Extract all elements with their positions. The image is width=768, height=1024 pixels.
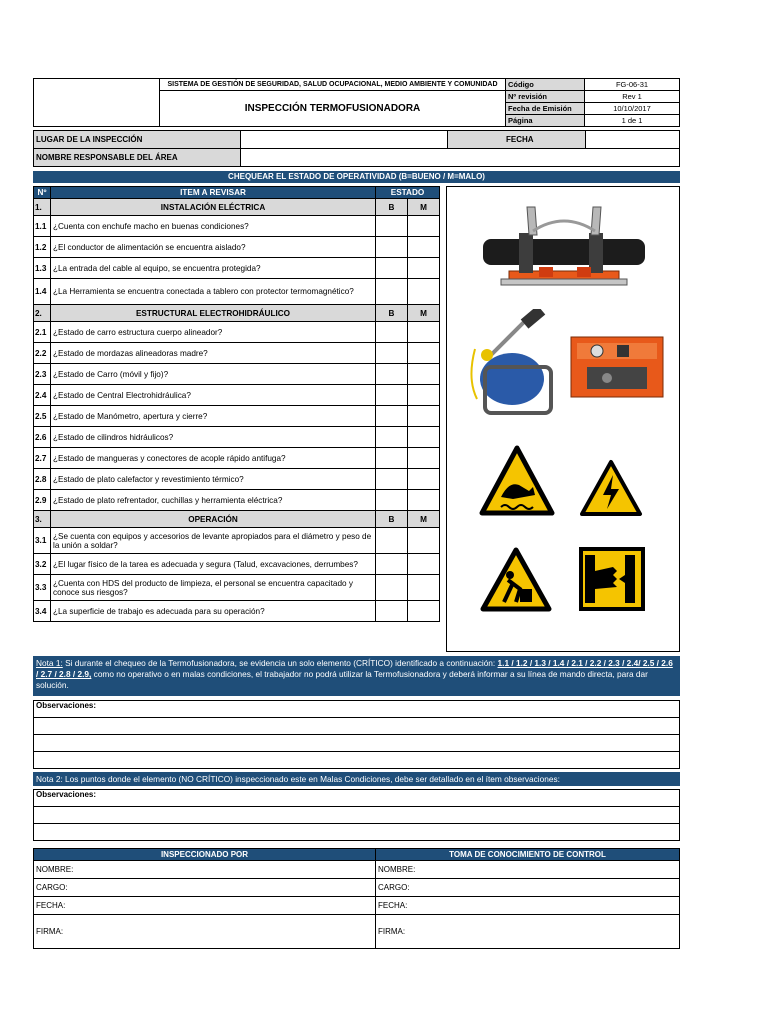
checklist-table xyxy=(33,186,440,622)
item-number: 1.2 xyxy=(34,237,51,258)
checklist-row xyxy=(34,469,440,490)
col-b-label: B xyxy=(376,511,408,528)
good-check-cell[interactable] xyxy=(376,258,408,279)
meta-value-issue-date: 10/10/2017 xyxy=(585,103,680,115)
meta-value-code: FG-06-31 xyxy=(585,79,680,91)
responsible-field[interactable] xyxy=(241,149,680,167)
note-1-label: Nota 1: xyxy=(36,658,63,668)
meta-label-code: Código xyxy=(506,79,585,91)
item-number: 2.2 xyxy=(34,343,51,364)
bad-check-cell[interactable] xyxy=(408,385,440,406)
bad-check-cell[interactable] xyxy=(408,427,440,448)
item-question: ¿Estado de plato calefactor y revestimiento térmico? xyxy=(51,469,376,490)
bad-check-cell[interactable] xyxy=(408,258,440,279)
item-number: 3.2 xyxy=(34,554,51,575)
item-number: 2.6 xyxy=(34,427,51,448)
good-check-cell[interactable] xyxy=(376,406,408,427)
meta-label-page: Página xyxy=(506,115,585,127)
checklist-row xyxy=(34,258,440,279)
bad-check-cell[interactable] xyxy=(408,279,440,305)
item-number: 2.5 xyxy=(34,406,51,427)
electric-shock-warning-sign xyxy=(579,459,643,517)
observation-line[interactable] xyxy=(34,807,680,824)
images-panel xyxy=(446,186,680,652)
section-header xyxy=(34,511,440,528)
bad-check-cell[interactable] xyxy=(408,343,440,364)
good-check-cell[interactable] xyxy=(376,237,408,258)
section-number: 2. xyxy=(34,305,51,322)
checklist-row xyxy=(34,385,440,406)
col-state: ESTADO xyxy=(376,187,440,199)
section-title: OPERACIÓN xyxy=(51,511,376,528)
meta-value-page: 1 de 1 xyxy=(585,115,680,127)
col-num: Nº xyxy=(34,187,51,199)
col-m-label: M xyxy=(408,511,440,528)
observation-line[interactable] xyxy=(34,735,680,752)
logo-box xyxy=(34,79,160,127)
item-question: ¿Estado de Central Electrohidráulica? xyxy=(51,385,376,406)
col-m-label: M xyxy=(408,305,440,322)
item-question: ¿Estado de cilindros hidráulicos? xyxy=(51,427,376,448)
bad-check-cell[interactable] xyxy=(408,216,440,237)
col-b-label: B xyxy=(376,305,408,322)
controller-name-field[interactable]: NOMBRE: xyxy=(376,861,680,879)
item-number: 3.4 xyxy=(34,601,51,622)
item-number: 2.9 xyxy=(34,490,51,511)
heavy-lifting-warning-sign xyxy=(480,547,552,613)
checklist-row xyxy=(34,322,440,343)
crush-hazard-sign xyxy=(579,547,645,611)
note-2: Nota 2: Los puntos donde el elemento (NO CRÍTICO) inspeccionado este en Malas Condiciones, debe ser detallado en el ítem observaciones: xyxy=(33,772,680,786)
checklist-row xyxy=(34,554,440,575)
pipe-cutter-tool xyxy=(467,309,562,424)
item-number: 2.4 xyxy=(34,385,51,406)
item-question: ¿La entrada del cable al equipo, se encuentra protegida? xyxy=(51,258,376,279)
checklist-row xyxy=(34,406,440,427)
good-check-cell[interactable] xyxy=(376,343,408,364)
place-field[interactable] xyxy=(241,131,448,149)
meta-label-revision: Nº revisión xyxy=(506,91,585,103)
bad-check-cell[interactable] xyxy=(408,528,440,554)
bad-check-cell[interactable] xyxy=(408,601,440,622)
checklist-row xyxy=(34,601,440,622)
good-check-cell[interactable] xyxy=(376,575,408,601)
item-number: 1.4 xyxy=(34,279,51,305)
observation-line[interactable] xyxy=(34,824,680,841)
good-check-cell[interactable] xyxy=(376,528,408,554)
item-question: ¿El lugar físico de la tarea es adecuada y segura (Talud, excavaciones, derrumbes? xyxy=(51,554,376,575)
item-question: ¿La superficie de trabajo es adecuada para su operación? xyxy=(51,601,376,622)
responsible-label: NOMBRE RESPONSABLE DEL ÁREA xyxy=(34,149,241,167)
good-check-cell[interactable] xyxy=(376,279,408,305)
inspector-role-field[interactable]: CARGO: xyxy=(34,879,376,897)
observation-line[interactable] xyxy=(34,718,680,735)
good-check-cell[interactable] xyxy=(376,490,408,511)
place-label: LUGAR DE LA INSPECCIÓN xyxy=(34,131,241,149)
meta-value-revision: Rev 1 xyxy=(585,91,680,103)
inspection-info xyxy=(33,130,680,167)
observations-label-1: Observaciones: xyxy=(34,701,680,718)
hot-surface-warning-sign xyxy=(479,445,555,517)
controller-role-field[interactable]: CARGO: xyxy=(376,879,680,897)
termofusionadora-machine xyxy=(479,201,649,301)
item-question: ¿El conductor de alimentación se encuentra aislado? xyxy=(51,237,376,258)
section-header xyxy=(34,199,440,216)
controller-date-field[interactable]: FECHA: xyxy=(376,897,680,915)
bad-check-cell[interactable] xyxy=(408,364,440,385)
good-check-cell[interactable] xyxy=(376,448,408,469)
item-question: ¿Estado de Manómetro, apertura y cierre? xyxy=(51,406,376,427)
observation-line[interactable] xyxy=(34,752,680,769)
item-question: ¿Cuenta con HDS del producto de limpieza, el personal se encuentra capacitado y conoce sus riesgos? xyxy=(51,575,376,601)
item-question: ¿Estado de Carro (móvil y fijo)? xyxy=(51,364,376,385)
section-title: ESTRUCTURAL ELECTROHIDRÁULICO xyxy=(51,305,376,322)
bad-check-cell[interactable] xyxy=(408,554,440,575)
section-header xyxy=(34,305,440,322)
observations-1 xyxy=(33,700,680,769)
good-check-cell[interactable] xyxy=(376,216,408,237)
controller-signature-field[interactable]: FIRMA: xyxy=(376,915,680,949)
bad-check-cell[interactable] xyxy=(408,490,440,511)
note-1 xyxy=(33,656,680,696)
date-label: FECHA xyxy=(448,131,586,149)
item-question: ¿Cuenta con enchufe macho en buenas condiciones? xyxy=(51,216,376,237)
item-number: 1.1 xyxy=(34,216,51,237)
bad-check-cell[interactable] xyxy=(408,322,440,343)
date-field[interactable] xyxy=(586,131,680,149)
checklist-row xyxy=(34,575,440,601)
checklist-row xyxy=(34,343,440,364)
good-check-cell[interactable] xyxy=(376,322,408,343)
bad-check-cell[interactable] xyxy=(408,406,440,427)
checklist-row xyxy=(34,528,440,554)
col-m-label: M xyxy=(408,199,440,216)
checklist-row xyxy=(34,364,440,385)
item-number: 1.3 xyxy=(34,258,51,279)
bad-check-cell[interactable] xyxy=(408,237,440,258)
section-number: 1. xyxy=(34,199,51,216)
meta-label-issue-date: Fecha de Emisión xyxy=(506,103,585,115)
item-number: 2.7 xyxy=(34,448,51,469)
col-b-label: B xyxy=(376,199,408,216)
signatures-table xyxy=(33,848,680,949)
system-title: SISTEMA DE GESTIÓN DE SEGURIDAD, SALUD OCUPACIONAL, MEDIO AMBIENTE Y COMUNIDAD xyxy=(160,79,506,91)
checklist-row xyxy=(34,216,440,237)
item-question: ¿La Herramienta se encuentra conectada a tablero con protector termomagnético? xyxy=(51,279,376,305)
observations-2 xyxy=(33,789,680,841)
checklist-row xyxy=(34,448,440,469)
acknowledged-by-title: TOMA DE CONOCIMIENTO DE CONTROL xyxy=(376,849,680,861)
inspected-by-title: INSPECCIONADO POR xyxy=(34,849,376,861)
bad-check-cell[interactable] xyxy=(408,448,440,469)
inspector-date-field[interactable]: FECHA: xyxy=(34,897,376,915)
good-check-cell[interactable] xyxy=(376,427,408,448)
note-1-critical-items: 1.1 / 1.2 / 1.3 / 1.4 / 2.1 / 2.2 / 2.3 / 2.4/ 2.5 / 2.6 / 2.7 / 2.8 / 2.9, xyxy=(36,658,673,679)
observations-label-2: Observaciones: xyxy=(34,790,680,807)
checklist-row xyxy=(34,279,440,305)
item-number: 2.3 xyxy=(34,364,51,385)
bad-check-cell[interactable] xyxy=(408,469,440,490)
note-1-tail: como no operativo o en malas condiciones, el trabajador no podrá utilizar la Termofusionadora y deberá informar a su línea de mando directa, para dar solución. xyxy=(36,669,648,690)
good-check-cell[interactable] xyxy=(376,554,408,575)
item-number: 2.8 xyxy=(34,469,51,490)
section-title: INSTALACIÓN ELÉCTRICA xyxy=(51,199,376,216)
document-header xyxy=(33,78,680,127)
item-question: ¿Estado de mordazas alineadoras madre? xyxy=(51,343,376,364)
good-check-cell[interactable] xyxy=(376,469,408,490)
item-question: ¿Estado de carro estructura cuerpo alineador? xyxy=(51,322,376,343)
inspector-signature-field[interactable]: FIRMA: xyxy=(34,915,376,949)
item-question: ¿Se cuenta con equipos y accesorios de levante apropiados para el diámetro y peso de la unión a soldar? xyxy=(51,528,376,554)
hydraulic-unit xyxy=(567,327,667,407)
checklist-row xyxy=(34,427,440,448)
item-number: 3.1 xyxy=(34,528,51,554)
good-check-cell[interactable] xyxy=(376,385,408,406)
col-item: ITEM A REVISAR xyxy=(51,187,376,199)
good-check-cell[interactable] xyxy=(376,364,408,385)
check-banner: CHEQUEAR EL ESTADO DE OPERATIVIDAD (B=BUENO / M=MALO) xyxy=(33,171,680,183)
form-title: INSPECCIÓN TERMOFUSIONADORA xyxy=(160,91,506,127)
checklist-row xyxy=(34,237,440,258)
item-question: ¿Estado de mangueras y conectores de acople rápido antifuga? xyxy=(51,448,376,469)
section-number: 3. xyxy=(34,511,51,528)
item-question: ¿Estado de plato refrentador, cuchillas y herramienta eléctrica? xyxy=(51,490,376,511)
good-check-cell[interactable] xyxy=(376,601,408,622)
bad-check-cell[interactable] xyxy=(408,575,440,601)
item-number: 3.3 xyxy=(34,575,51,601)
item-number: 2.1 xyxy=(34,322,51,343)
note-1-text: Si durante el chequeo de la Termofusionadora, se evidencia un solo elemento (CRÍTICO) identificado a continuación: xyxy=(62,658,498,668)
checklist-row xyxy=(34,490,440,511)
inspector-name-field[interactable]: NOMBRE: xyxy=(34,861,376,879)
